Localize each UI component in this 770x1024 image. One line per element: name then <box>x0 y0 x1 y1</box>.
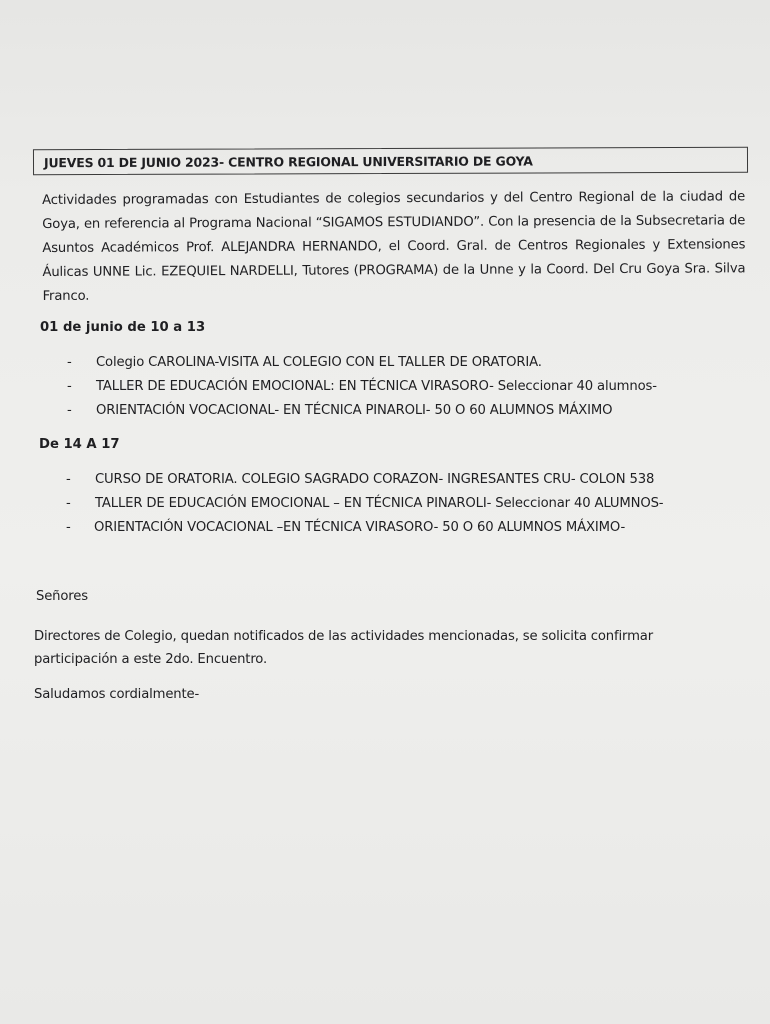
list-item-text: TALLER DE EDUCACIÓN EMOCIONAL: EN TÉCNICA VIRASORO- Seleccionar 40 alumnos- <box>96 379 657 394</box>
list-item <box>67 351 757 375</box>
list-dash: - <box>66 496 71 511</box>
morning-activity-list <box>67 351 757 423</box>
list-item <box>66 516 756 540</box>
afternoon-schedule-title: De 14 A 17 <box>39 437 120 452</box>
intro-paragraph: Actividades programadas con Estudiantes de colegios secundarios y del Centro Regional de la ciudad de Goya, en referencia al Programa Nacional “SIGAMOS ESTUDIANDO”. Con la presencia de la Subsecretaria de Asuntos Académicos Prof. ALEJANDRA HERNANDO, el Coord. Gral. de Centros Regionales y Extensiones Áulicas UNNE Lic. EZEQUIEL NARDELLI, Tutores (PROGRAMA) de la Unne y la Coord. Del Cru Goya Sra. Silva Franco. <box>42 189 746 304</box>
notice-paragraph: Directores de Colegio, quedan notificados de las actividades mencionadas, se solicita confirmar participación a este 2do. Encuentro. <box>34 629 653 667</box>
list-item <box>67 375 757 399</box>
morning-schedule-title: 01 de junio de 10 a 13 <box>40 320 206 335</box>
salutation: Señores <box>36 589 88 604</box>
list-dash: - <box>67 379 72 394</box>
list-item <box>67 399 757 423</box>
list-item-text: CURSO DE ORATORIA. COLEGIO SAGRADO CORAZON- INGRESANTES CRU- COLON 538 <box>95 472 655 487</box>
document-title: JUEVES 01 DE JUNIO 2023- CENTRO REGIONAL UNIVERSITARIO DE GOYA <box>43 153 533 171</box>
list-dash: - <box>66 520 71 535</box>
list-item-text: Colegio CAROLINA-VISITA AL COLEGIO CON EL TALLER DE ORATORIA. <box>96 355 542 370</box>
list-item-text: TALLER DE EDUCACIÓN EMOCIONAL – EN TÉCNICA PINAROLI- Seleccionar 40 ALUMNOS- <box>95 496 664 511</box>
list-item <box>66 468 756 492</box>
list-dash: - <box>66 472 71 487</box>
list-item-text: ORIENTACIÓN VOCACIONAL- EN TÉCNICA PINAROLI- 50 O 60 ALUMNOS MÁXIMO <box>96 403 613 418</box>
afternoon-activity-list <box>66 468 756 540</box>
list-item-text: ORIENTACIÓN VOCACIONAL –EN TÉCNICA VIRASORO- 50 O 60 ALUMNOS MÁXIMO- <box>94 520 626 535</box>
sign-off: Saludamos cordialmente- <box>34 687 200 702</box>
list-dash: - <box>67 355 72 370</box>
list-item <box>66 492 756 516</box>
header-box <box>33 147 748 175</box>
list-dash: - <box>67 403 72 418</box>
